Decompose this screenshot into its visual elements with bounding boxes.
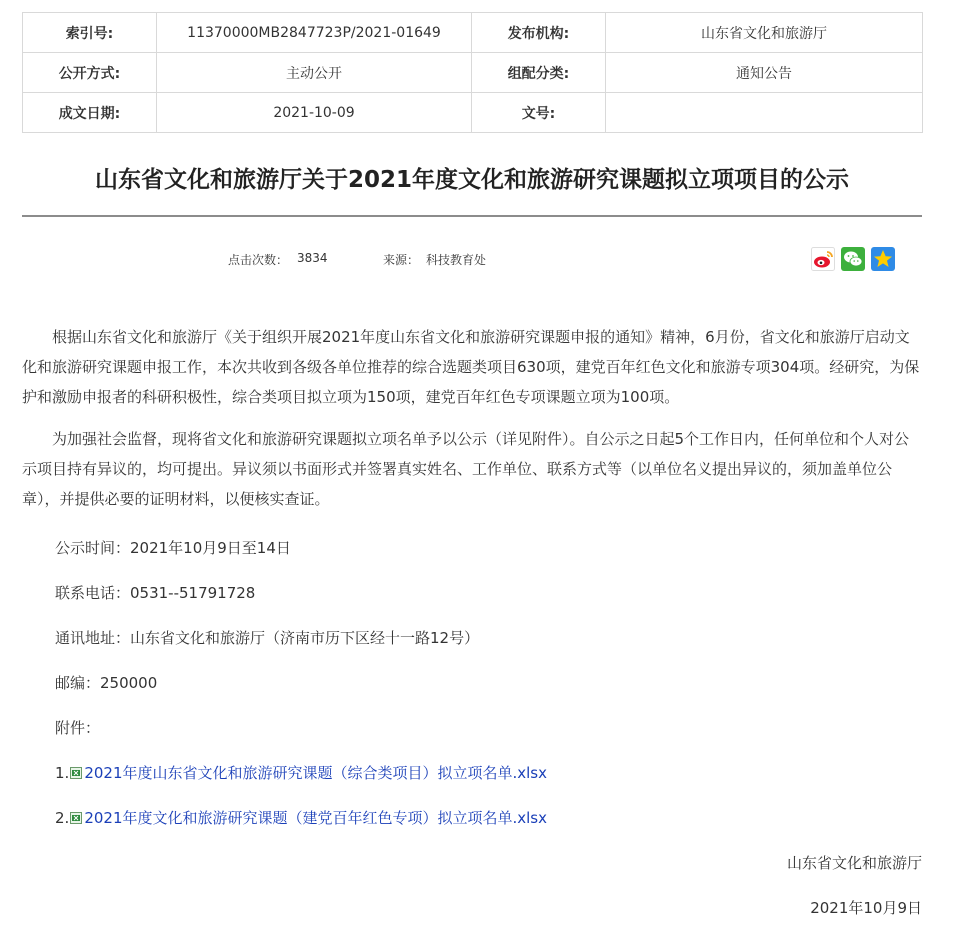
attachment-link[interactable]: 2021年度文化和旅游研究课题（建党百年红色专项）拟立项名单.xlsx [84,809,547,827]
hits-count: 3834 [297,251,328,265]
doc-number-label: 文号: [472,93,606,133]
meta-row [23,13,923,53]
category-label: 组配分类: [472,53,606,93]
spreadsheet-icon [70,759,82,771]
wechat-icon[interactable] [841,247,865,271]
notice-period: 公示时间：2021年10月9日至14日 [55,539,291,557]
meta-row [23,53,923,93]
meta-row [23,93,923,133]
share-bar [811,247,895,271]
doc-number-value [606,93,923,133]
index-value: 11370000MB2847723P/2021-01649 [157,13,472,53]
date-label: 成文日期: [23,93,157,133]
attachment-item [55,758,547,788]
metadata-table [22,12,923,133]
date-value: 2021-10-09 [157,93,472,133]
attachment-number: 1. [55,764,70,782]
publisher-value: 山东省文化和旅游厅 [606,13,923,53]
signature-org: 山东省文化和旅游厅 [786,854,922,872]
hits-label: 点击次数： [228,253,289,267]
source-value: 科技教育处 [426,253,487,267]
paragraph: 根据山东省文化和旅游厅《关于组织开展2021年度山东省文化和旅游研究课题申报的通知》精神，6月份，省文化和旅游厅启动文化和旅游研究课题申报工作，本次共收到各级各单位推荐的综合选题类项目630项，建党百年红色文化和旅游专项304项。经研究，为保护和激励申报者的科研积极性，综合类项目拟立项为150项，建党百年红色专项课题立项为100项。 [22,328,920,406]
source-label: 来源： [383,253,420,267]
qzone-icon[interactable] [871,247,895,271]
contact-phone: 联系电话：0531--51791728 [55,584,256,602]
article-body [22,322,922,526]
publisher-label: 发布机构: [472,13,606,53]
attachment-link[interactable]: 2021年度山东省文化和旅游研究课题（综合类项目）拟立项名单.xlsx [84,764,547,782]
article-title: 山东省文化和旅游厅关于2021年度文化和旅游研究课题拟立项项目的公示 [94,167,849,193]
disclosure-value: 主动公开 [157,53,472,93]
attachment-item [55,803,547,833]
weibo-icon[interactable] [811,247,835,271]
title-divider [22,215,922,217]
signature-date: 2021年10月9日 [810,899,922,917]
mailing-address: 通讯地址：山东省文化和旅游厅（济南市历下区经十一路12号） [55,629,480,647]
postal-code: 邮编：250000 [55,674,158,692]
attachments-label: 附件： [55,719,101,737]
attachment-number: 2. [55,809,70,827]
disclosure-label: 公开方式: [23,53,157,93]
spreadsheet-icon [70,804,82,816]
paragraph: 为加强社会监督，现将省文化和旅游研究课题拟立项名单予以公示（详见附件）。自公示之日起5个工作日内，任何单位和个人对公示项目持有异议的，均可提出。异议须以书面形式并签署真实姓名、工作单位、联系方式等（以单位名义提出异议的，须加盖单位公章），并提供必要的证明材料，以便核实查证。 [22,430,910,508]
category-value: 通知公告 [606,53,923,93]
index-label: 索引号: [23,13,157,53]
